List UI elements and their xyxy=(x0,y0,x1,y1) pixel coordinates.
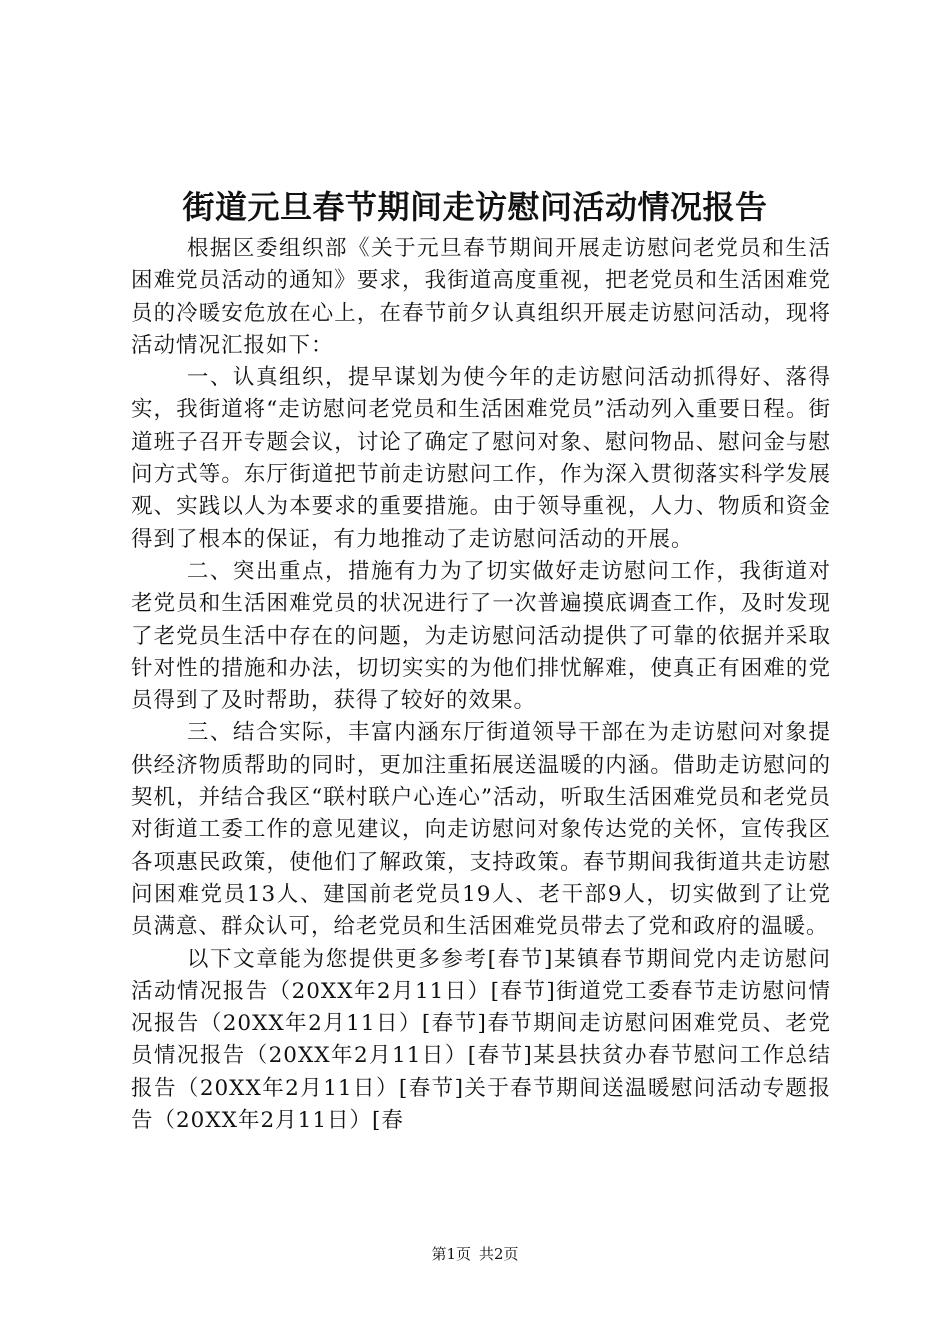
document-title: 街道元旦春节期间走访慰问活动情况报告 xyxy=(182,188,768,226)
paragraph-related-articles: 以下文章能为您提供更多参考[春节]某镇春节期间党内走访慰问活动情况报告（20XX年2月11日）[春节]街道党工委春节走访慰问情况报告（20XX年2月11日）[春节]春节期间走访慰问困难党员、老党员情况报告（20XX年2月11日）[春节]某县扶贫办春节慰问工作总结报告（20XX年2月11日）[春节]关于春节期间送温暖慰问活动专题报告（20XX年2月11日）[春 xyxy=(131,946,831,1134)
document-body xyxy=(131,233,831,1137)
paragraph-section-3: 三、结合实际，丰富内涵东厅街道领导干部在为走访慰问对象提供经济物质帮助的同时，更加注重拓展送温暖的内涵。借助走访慰问的契机，并结合我区“联村联户心连心”活动，听取生活困难党员和老党员对街道工委工作的意见建议，向走访慰问对象传达党的关怀，宣传我区各项惠民政策，使他们了解政策，支持政策。春节期间我街道共走访慰问困难党员13人、建国前老党员19人、老干部9人，切实做到了让党员满意、群众认可，给老党员和生活困难党员带去了党和政府的温暖。 xyxy=(131,720,831,940)
page-number: 第1页 xyxy=(431,1245,471,1263)
page-total: 共2页 xyxy=(479,1245,519,1263)
page-footer xyxy=(0,1243,950,1265)
paragraph-section-1: 一、认真组织，提早谋划为使今年的走访慰问活动抓得好、落得实，我街道将“走访慰问老党员和生活困难党员”活动列入重要日程。街道班子召开专题会议，讨论了确定了慰问对象、慰问物品、慰问金与慰问方式等。东厅街道把节前走访慰问工作，作为深入贯彻落实科学发展观、实践以人为本要求的重要措施。由于领导重视，人力、物质和资金得到了根本的保证，有力地推动了走访慰问活动的开展。 xyxy=(131,365,831,552)
paragraph-intro: 根据区委组织部《关于元旦春节期间开展走访慰问老党员和生活困难党员活动的通知》要求，我街道高度重视，把老党员和生活困难党员的冷暖安危放在心上，在春节前夕认真组织开展走访慰问活动，现将活动情况汇报如下： xyxy=(131,236,831,358)
paragraph-section-2: 二、突出重点，措施有力为了切实做好走访慰问工作，我街道对老党员和生活困难党员的状况进行了一次普遍摸底调查工作，及时发现了老党员生活中存在的问题，为走访慰问活动提供了可靠的依据并采取针对性的措施和办法，切切实实的为他们排忧解难，使真正有困难的党员得到了及时帮助，获得了较好的效果。 xyxy=(131,558,831,714)
